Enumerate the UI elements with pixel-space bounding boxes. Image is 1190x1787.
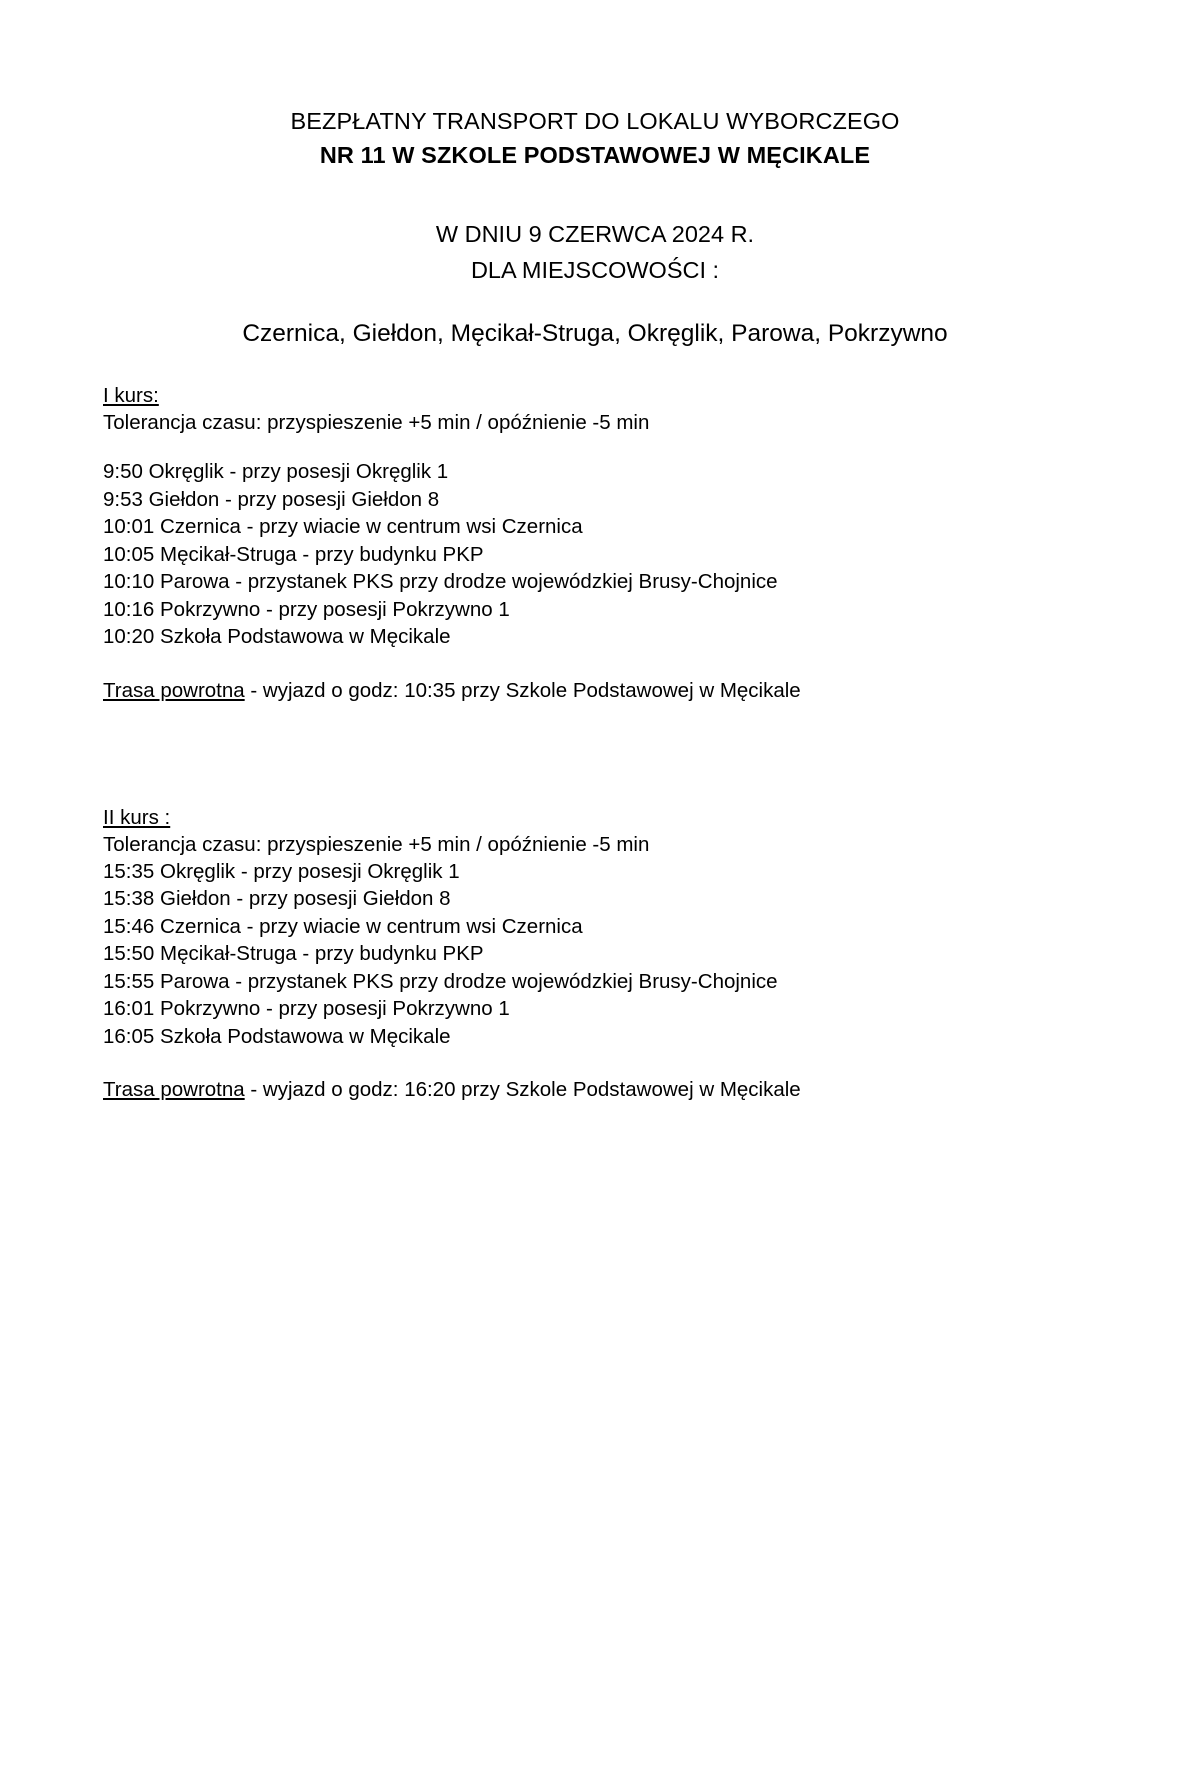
spacer [103, 651, 1090, 677]
course-2-return-text: - wyjazd o godz: 16:20 przy Szkole Podstawowej w Męcikale [244, 1078, 801, 1101]
spacer [103, 1050, 1090, 1076]
stop-item: 15:38 Giełdon - przy posesji Giełdon 8 [103, 887, 451, 910]
title-line-secondary: NR 11 W SZKOLE PODSTAWOWEJ W MĘCIKALE [319, 142, 871, 168]
course-2-stops [103, 858, 1090, 1051]
stop-item: 16:05 Szkoła Podstawowa w Męcikale [103, 1024, 451, 1048]
section-spacer [103, 704, 1090, 804]
election-date-line: W DNIU 9 CZERWCA 2024 R. [435, 221, 755, 247]
course-1-return-label: Trasa powrotna [103, 678, 245, 702]
document-page [0, 104, 1190, 1787]
date-block [0, 216, 1190, 288]
stop-item: 15:46 Czernica - przy wiacie w centrum wsi Czernica [103, 914, 583, 938]
course-2-return-label: Trasa powrotna [103, 1078, 245, 1101]
stop-item: 10:16 Pokrzywno - przy posesji Pokrzywno 1 [103, 597, 510, 621]
stop-item: 9:53 Giełdon - przy posesji Giełdon 8 [103, 487, 440, 511]
stop-item: 9:50 Okręglik - przy posesji Okręglik 1 [103, 460, 449, 483]
course-2-heading: II kurs : [103, 805, 171, 829]
stop-item: 15:55 Parowa - przystanek PKS przy drodze wojewódzkiej Brusy-Chojnice [103, 969, 778, 993]
course-2-block [103, 804, 1090, 1104]
stop-item: 16:01 Pokrzywno - przy posesji Pokrzywno 1 [103, 997, 510, 1020]
stop-item: 10:20 Szkoła Podstawowa w Męcikale [103, 625, 451, 648]
course-1-return [103, 677, 1090, 704]
course-1-return-text: - wyjazd o godz: 10:35 przy Szkole Podstawowej w Męcikale [244, 678, 801, 702]
stop-item: 15:50 Męcikał-Struga - przy budynku PKP [103, 942, 484, 965]
spacer [103, 436, 1090, 458]
course-1-tolerance: Tolerancja czasu: przyspieszenie +5 min / opóźnienie -5 min [103, 411, 650, 434]
course-1-heading: I kurs: [103, 384, 159, 407]
course-2-tolerance: Tolerancja czasu: przyspieszenie +5 min / opóźnienie -5 min [103, 832, 650, 856]
stop-item: 10:10 Parowa - przystanek PKS przy drodze wojewódzkiej Brusy-Chojnice [103, 570, 778, 593]
stop-item: 15:35 Okręglik - przy posesji Okręglik 1 [103, 859, 460, 883]
course-1-stops [103, 458, 1090, 651]
stop-item: 10:01 Czernica - przy wiacie w centrum wsi Czernica [103, 515, 583, 538]
stop-item: 10:05 Męcikał-Struga - przy budynku PKP [103, 542, 484, 566]
title-line-primary: BEZPŁATNY TRANSPORT DO LOKALU WYBORCZEGO [290, 108, 900, 134]
localities-list: Czernica, Giełdon, Męcikał-Struga, Okręglik, Parowa, Pokrzywno [242, 320, 948, 347]
document-title [0, 104, 1190, 172]
localities-label: DLA MIEJSCOWOŚCI : [470, 257, 720, 283]
course-2-return [103, 1076, 1090, 1103]
schedule-body [103, 382, 1090, 1103]
course-1-block [103, 382, 1090, 704]
